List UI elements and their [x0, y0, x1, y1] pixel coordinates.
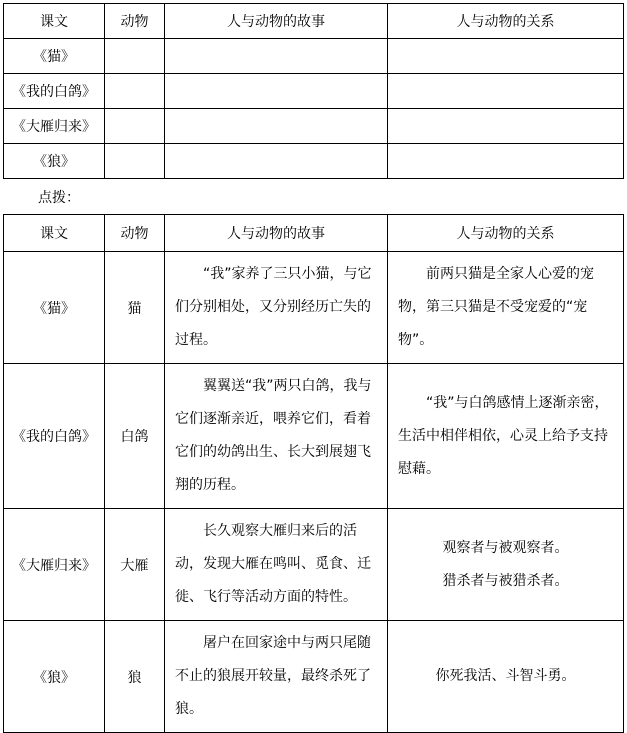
text-title-cell: 《大雁归来》: [4, 509, 105, 621]
story-text: “我”家养了三只小猫，与它们分别相处，又分别经历亡失的过程。: [175, 266, 372, 348]
animal-cell: 猫: [105, 252, 165, 364]
text-title-cell: 《狼》: [4, 621, 105, 733]
empty-cell[interactable]: [388, 39, 624, 74]
text-title-cell: 《我的白鸽》: [4, 74, 105, 109]
relation-cell: [388, 621, 624, 733]
text-title-cell: 《我的白鸽》: [4, 364, 105, 509]
table-row: [4, 364, 624, 509]
table-row: [4, 39, 624, 74]
empty-cell[interactable]: [388, 144, 624, 179]
animal-cell: 狼: [105, 621, 165, 733]
hint-label: 点拨：: [38, 190, 80, 206]
header-cell: 人与动物的故事: [165, 215, 388, 252]
table-row: [4, 144, 624, 179]
story-text: 长久观察大雁归来后的活动，发现大雁在鸣叫、觅食、迁徙、飞行等活动方面的特性。: [175, 523, 371, 605]
table-header-row: [4, 4, 624, 39]
empty-cell[interactable]: [165, 144, 388, 179]
header-cell: 课文: [4, 215, 105, 252]
story-cell: [165, 621, 388, 733]
relation-line: 你死我活、斗智斗勇。: [435, 668, 576, 684]
header-cell: 人与动物的故事: [165, 4, 388, 39]
text-title-cell: 《狼》: [4, 144, 105, 179]
table-header-row: [4, 215, 624, 252]
story-text: 翼翼送“我”两只白鸽，我与它们逐渐亲近，喂养它们，看着它们的幼鸽出生、长大到展翅飞翔的历程。: [175, 378, 372, 493]
story-cell: [165, 252, 388, 364]
story-cell: [165, 509, 388, 621]
animal-cell: 白鸽: [105, 364, 165, 509]
relation-text: 前两只猫是全家人心爱的宠物，第三只猫是不受宠爱的“宠物”。: [398, 266, 594, 348]
relation-cell: [388, 252, 624, 364]
relation-cell: [388, 364, 624, 509]
header-cell: 人与动物的关系: [388, 215, 624, 252]
story-cell: [165, 364, 388, 509]
relation-text: “我”与白鸽感情上逐渐亲密，生活中相伴相依，心灵上给予支持慰藉。: [398, 394, 609, 477]
empty-cell[interactable]: [105, 74, 165, 109]
empty-cell[interactable]: [105, 109, 165, 144]
empty-cell[interactable]: [105, 39, 165, 74]
table-row: [4, 621, 624, 733]
header-cell: 动物: [105, 4, 165, 39]
table-row: [4, 252, 624, 364]
empty-cell[interactable]: [388, 74, 624, 109]
relation-line: 猎杀者与被猎杀者。: [442, 572, 569, 589]
table-row: [4, 74, 624, 109]
table-row: [4, 509, 624, 621]
empty-cell[interactable]: [105, 144, 165, 179]
animal-cell: 大雁: [105, 509, 165, 621]
header-cell: 动物: [105, 215, 165, 252]
text-title-cell: 《大雁归来》: [4, 109, 105, 144]
empty-cell[interactable]: [165, 39, 388, 74]
story-text: 屠户在回家途中与两只尾随不止的狼展开较量，最终杀死了狼。: [175, 635, 371, 717]
relation-cell: [388, 509, 624, 621]
header-cell: 人与动物的关系: [388, 4, 624, 39]
empty-cell[interactable]: [165, 109, 388, 144]
text-title-cell: 《猫》: [4, 39, 105, 74]
header-cell: 课文: [4, 4, 105, 39]
text-title-cell: 《猫》: [4, 252, 105, 364]
table-row: [4, 109, 624, 144]
blank-table: [3, 3, 624, 179]
empty-cell[interactable]: [388, 109, 624, 144]
relation-line: 观察者与被观察者。: [442, 539, 569, 556]
answer-table: [3, 214, 624, 733]
empty-cell[interactable]: [165, 74, 388, 109]
